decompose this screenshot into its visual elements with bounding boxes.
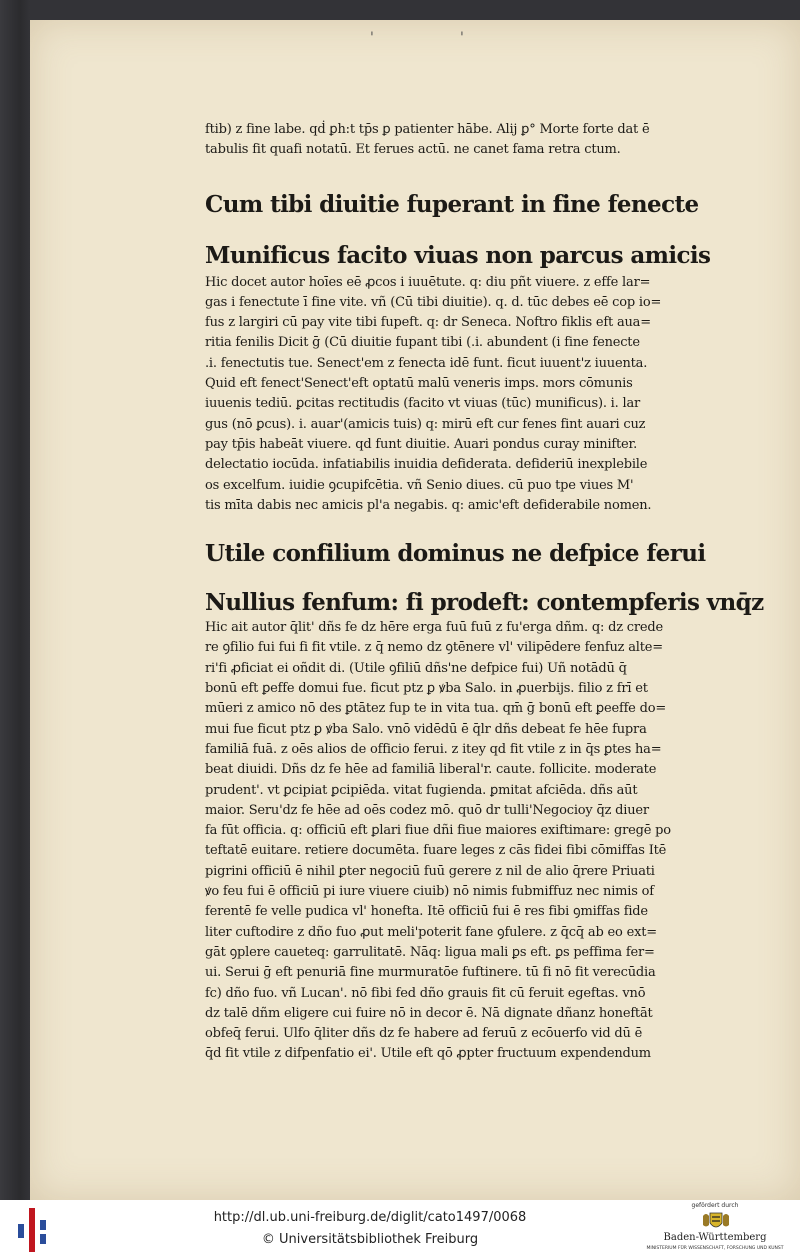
text-line: iuuenis tediū. ꝑcitas rectitudis (facito vt viuas (tūc) munificus). i. lar bbox=[205, 396, 641, 412]
text-line: teftatē euitare. retiere documēta. fuare leges z cās fidei fibi cōmiffas Itē bbox=[205, 843, 667, 859]
text-line: familiā fuā. z oēs alios de officio ferui. z itey qd fit vtile z in q̄s ꝑtes ha= bbox=[205, 741, 662, 757]
text-line: ritia fenilis Dicit ḡ (Cū diuitie fupant tibi (.i. abundent (i fine fenecte bbox=[205, 335, 640, 351]
footer-bar bbox=[0, 1200, 800, 1256]
text-line: q̄d fit vtile z difpenfatio ei'. Utile eft qō ꝓpter fructuum expendendum bbox=[205, 1046, 651, 1062]
text-line: prudent'. vt ꝑcipiat ꝑcipiēda. vitat fugienda. ꝑmitat afciēda. dñs aūt bbox=[205, 782, 638, 798]
text-line: .i. fenectutis tue. Senect'em z fenecta idē funt. ficut iuuent'z iuuenta. bbox=[205, 355, 648, 371]
text-line: os excelfum. iuidie ꝯcupifcētia. vñ Senio diues. cū puo tpe viues M' bbox=[205, 477, 634, 493]
text-line: tabulis fit quafi notatū. Et ferues actū. ne canet fama retra ctum. bbox=[205, 142, 621, 158]
copyright-notice: © Universitätsbibliothek Freiburg bbox=[261, 1232, 479, 1247]
text-line: ferentē fe velle pudica vl' honefta. Itē officiū fui ē res fibi ꝯmiffas fide bbox=[205, 904, 648, 920]
text-line: bonū eft ꝑeffe domui fue. ficut ptz ꝑ ꝟba Salo. in ꝓuerbijs. filio z frī et bbox=[205, 681, 648, 697]
text-line: gas i fenectute ī fine vite. vñ (Cū tibi diuitie). q. d. tūc debes eē cop io= bbox=[205, 294, 662, 310]
commentary-block bbox=[205, 618, 765, 1065]
text-line: maior. Seru'dz fe hēe ad oēs codez mō. quō dr tulli'Negocioy q̄z diuer bbox=[205, 802, 649, 818]
text-line: beat diuidi. Dñs dz fe hēe ad familiā liberal'r. caute. follicite. moderate bbox=[205, 762, 657, 778]
page-mark: ' bbox=[460, 30, 464, 46]
text-line: pigrini officiū ē nihil ꝑter negociū fuū gerere z nil de alio q̄rere Priuati bbox=[205, 863, 655, 879]
verse-heading: Nullius fenfum: fi prodeft: contempferis vnq̄z bbox=[205, 589, 764, 617]
sponsor-name: Baden-Württemberg bbox=[663, 1232, 767, 1243]
text-line: Hic docet autor hoīes eē ꝓcos i iuuētute. q: diu pñt viuere. z effe lar= bbox=[205, 274, 651, 290]
commentary-block bbox=[205, 273, 765, 517]
text-line: re ꝯfilio fui fui fi fit vtile. z q̄ nemo dz ꝯtēnere vl' vilipēdere fenfuz alte= bbox=[205, 640, 663, 656]
text-line: Quid eft fenect'Senect'eft optatū malū veneris imps. mors cōmunis bbox=[205, 376, 633, 392]
text-line: mūeri z amico nō des ꝑtātez fup te in vita tua. qm̄ ḡ bonū eft ꝑeeffe do= bbox=[205, 701, 667, 717]
page-text bbox=[205, 120, 765, 1065]
library-logo-icon bbox=[14, 1208, 50, 1252]
text-line: Hic ait autor q̄lit' dñs fe dz hēre erga fuū fuū z fu'erga dñm. q: dz crede bbox=[205, 620, 663, 636]
text-line: gāt ꝯplere caueteq: garrulitatē. Nāq: ligua mali ꝑs eft. ꝑs peffima fer= bbox=[205, 944, 655, 960]
permalink-link[interactable]: http://dl.ub.uni-freiburg.de/diglit/cato1497/0068 bbox=[213, 1210, 527, 1225]
sponsor-label: gefördert durch bbox=[691, 1202, 739, 1209]
verse-heading: Utile confilium dominus ne defpice ferui bbox=[205, 540, 706, 568]
text-line: tis mīta dabis nec amicis pl'a negabis. q: amic'eft defiderabile nomen. bbox=[205, 497, 652, 513]
sponsor-subtitle: MINISTERIUM FÜR WISSENSCHAFT, FORSCHUNG UND KUNST bbox=[646, 1246, 784, 1251]
text-line: mui fue ficut ptz ꝑ ꝟba Salo. vnō vidēdū ē q̄lr dñs debeat fe hēe fupra bbox=[205, 721, 647, 737]
text-line: ri'fi ꝓficiat ei oñdit di. (Utile ꝯfiliū dñs'ne defpice fui) Uñ notādū q̄ bbox=[205, 660, 627, 676]
text-line: pay tp̄is habeāt viuere. qd funt diuitie. Auari pondus curay minifter. bbox=[205, 436, 638, 452]
text-line: delectatio iocūda. infatiabilis inuidia defiderata. defideriū inexplebile bbox=[205, 457, 648, 473]
text-line: liter cuftodire z dño fuo ꝓut meli'poterit fane ꝯfulere. z q̄cq̄ ab eo ext= bbox=[205, 924, 657, 940]
text-line: obfeq̄ ferui. Ulfo q̄liter dñs dz fe habere ad feruū z ecōuerfo vid dū ē bbox=[205, 1026, 643, 1042]
text-line: ꝟo feu fui ē officiū pi iure viuere ciuib) nō nimis fubmiffuz nec nimis of bbox=[205, 884, 654, 900]
page-mark: ' bbox=[370, 30, 374, 46]
text-line: ftib) z fine labe. qḋ ꝑh:t tp̄s ꝑ patienter hābe. Alij ꝑ° Morte forte dat ē bbox=[205, 122, 650, 137]
coat-of-arms-icon bbox=[701, 1210, 731, 1232]
text-line: fus z largiri cū pay vite tibi fupeft. q: dr Seneca. Noftro fiklis eft aua= bbox=[205, 315, 651, 331]
verse-heading: Munificus facito viuas non parcus amicis bbox=[205, 241, 711, 269]
text-line: fc) dño fuo. vñ Lucan'. nō fibi fed dño grauis fit cū feruit egeftas. vnō bbox=[205, 985, 646, 1001]
sponsor-logo bbox=[630, 1200, 800, 1256]
text-line: dz talē dñm eligere cui fuire nō in decor ē. Nā dignate dñanz honeftāt bbox=[205, 1005, 653, 1021]
text-line: fa fūt officia. q: officiū eft ꝑlari fiue dñi fiue maiores exiftimare: gregē po bbox=[205, 823, 671, 839]
text-line: gus (nō ꝑcus). i. auar'(amicis tuis) q: mirū eft cur fenes fint auari cuz bbox=[205, 416, 646, 432]
verse-heading: Cum tibi diuitie fuperant in fine fenecte bbox=[205, 190, 699, 218]
text-line: ui. Serui ḡ eft penuriā fine murmuratōe fuftinere. tū fi nō fit verecūdia bbox=[205, 965, 656, 981]
